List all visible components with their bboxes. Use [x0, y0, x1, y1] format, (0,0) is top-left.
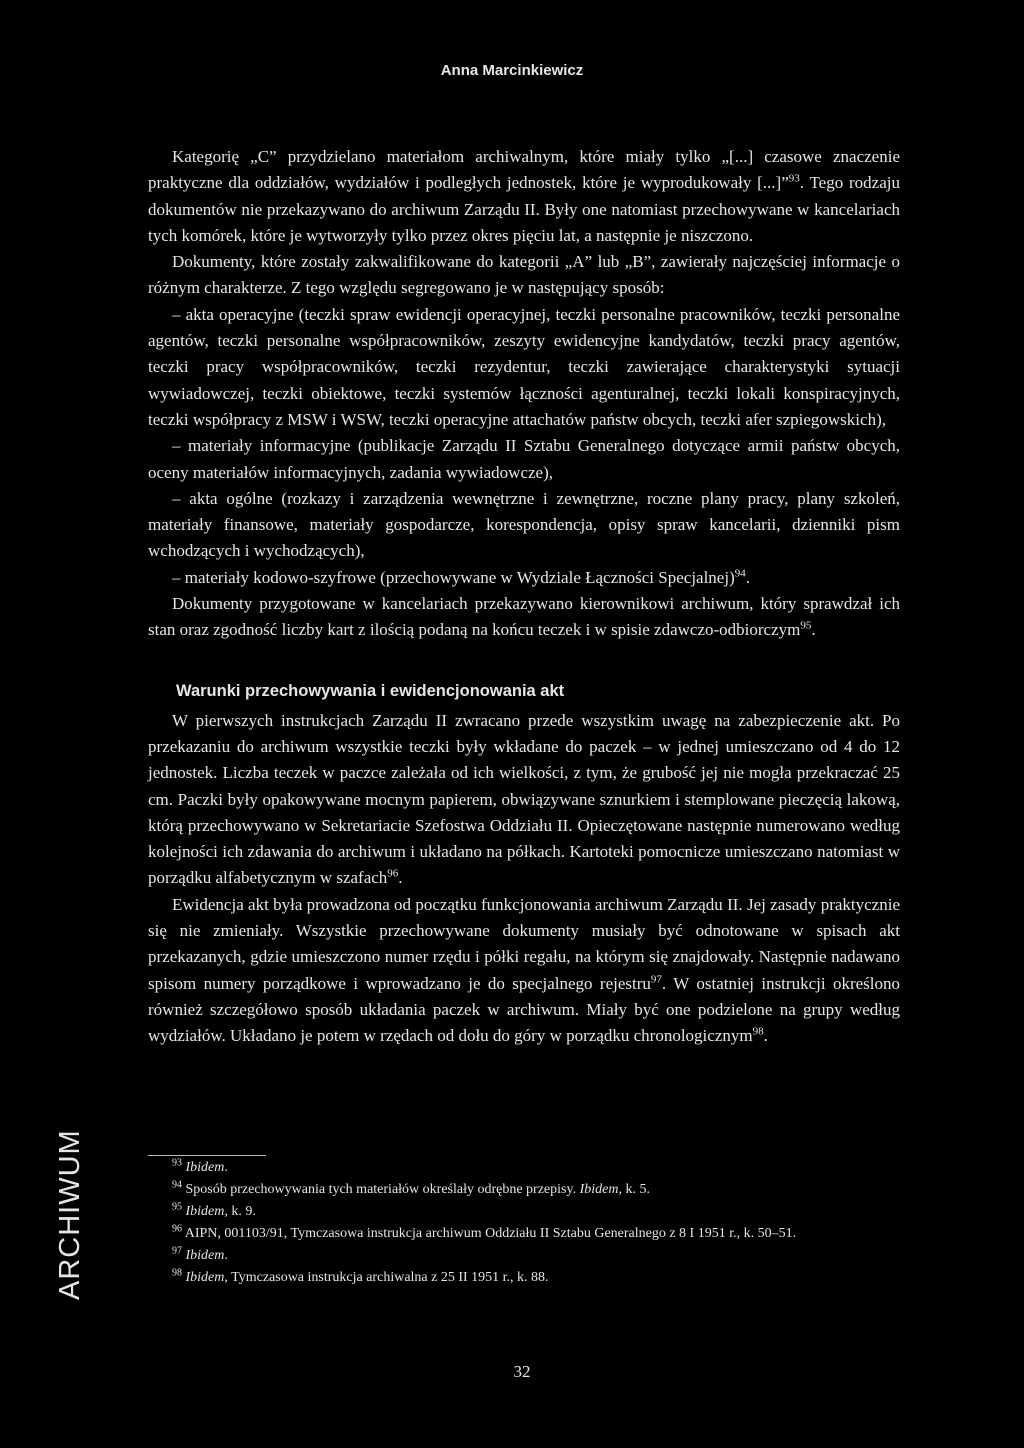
running-header: Anna Marcinkiewicz	[440, 62, 584, 79]
page-number: 32	[513, 1362, 531, 1381]
paragraph-4: W pierwszych instrukcjach Zarządu II zwracano przede wszystkim uwagę na zabezpieczenie akt. Po przekazaniu do archiwum wszystkie teczki były wkładane do paczek – w jednej umieszczano od 4 do 12 jednostek. Liczba teczek w paczce zależała od ich wielkości, z tym, że grubość jej nie mogła przekraczać 25 cm. Paczki były opakowywane mocnym papierem, obwiązywane sznurkiem i stemplowane pieczęcią lakową, którą przechowywano w Sekretariacie Szefostwa Oddziału II. Opieczętowane następnie numerowano według kolejności ich zdawania do archiwum i układano na półkach. Kartoteki pomocnicze umieszczano natomiast w porządku alfabetycznym w szafach$^{96}$.	[148, 710, 900, 888]
footnote-ref-96[interactable]: 96	[387, 867, 399, 880]
footnote-93: $^{93}$ Ibidem.	[172, 1157, 228, 1175]
main-text	[148, 144, 900, 1050]
footnote-94: $^{94}$ Sposób przechowywania tych materiałów określały odrębne przepisy. Ibidem, k. 5.	[172, 1179, 650, 1197]
journal-side-label: ARCHIWUM	[54, 1129, 86, 1300]
paragraph-5: Ewidencja akt była prowadzona od początku funkcjonowania archiwum Zarządu II. Jej zasady praktycznie się nie zmieniały. Wszystkie przechowywane dokumenty musiały być odnotowane w spisach akt przekazanych, gdzie umieszczono numer rzędu i półki regału, na którym się znajdowały. Następnie nadawano spisom numery porządkowe i wprowadzano je do specjalnego rejestru$^{97}$. W ostatniej instrukcji określono również szczegółowo sposób układania paczek w archiwum. Miały być one podzielone na grupy według wydziałów. Układano je potem w rzędach od dołu do góry w porządku chronologicznym$^{98}$.	[148, 894, 900, 1046]
paragraph-2: Dokumenty, które zostały zakwalifikowane do kategorii „A” lub „B”, zawierały najczęściej informacje o różnym charakterze. Z tego względu segregowano je w następujący sposób:	[148, 252, 900, 298]
paragraph-3: Dokumenty przygotowane w kancelariach przekazywano kierownikowi archiwum, który sprawdzał ich stan oraz zgodność liczby kart z ilością podaną na końcu teczek i w spisie zdawczo-odbiorczym$^{95}$.	[148, 594, 900, 640]
section-heading: Warunki przechowywania i ewidencjonowania akt	[176, 681, 565, 700]
footnote-96: $^{96}$ AIPN, 001103/91, Tymczasowa instrukcja archiwum Oddziału II Sztabu Generalnego z 8 I 1951 r., k. 50–51.	[172, 1223, 797, 1241]
footnote-ref-97[interactable]: 97	[650, 972, 662, 985]
paragraph-1: Kategorię „C” przydzielano materiałom archiwalnym, które miały tylko „[...] czasowe znaczenie praktyczne dla oddziałów, wydziałów i podległych jednostek, które je wyprodukowały [...]”$^{93}$. Tego rodzaju dokumentów nie przekazywano do archiwum Zarządu II. Były one natomiast przechowywane w kancelariach tych komórek, które je wytworzyły tylko przez okres pięciu lat, a następnie je niszczono.	[148, 147, 900, 245]
footnote-97: $^{97}$ Ibidem.	[172, 1245, 228, 1263]
footnote-98: $^{98}$ Ibidem, Tymczasowa instrukcja archiwalna z 25 II 1951 r., k. 88.	[172, 1267, 549, 1285]
list-item-akta-ogolne: – akta ogólne (rozkazy i zarządzenia wewnętrzne i zewnętrzne, roczne plany pracy, plany szkoleń, materiały finansowe, materiały gospodarcze, korespondencja, opisy spraw kancelarii, dzienniki pism wchodzących i wychodzących),	[148, 488, 900, 561]
footnote-ref-93[interactable]: 93	[788, 172, 800, 185]
footnote-95: $^{95}$ Ibidem, k. 9.	[172, 1201, 256, 1219]
footnote-ref-94[interactable]: 94	[734, 567, 746, 580]
list-item-akta-operacyjne: – akta operacyjne (teczki spraw ewidencji operacyjnej, teczki personalne pracowników, teczki personalne agentów, teczki personalne współpracowników, zeszyty ewidencyjne kandydatów, teczki pracy agentów, teczki pracy współpracowników, teczki rezydentur, teczki zawierające charakterystyki sytuacji wywiadowczej, teczki obiektowe, teczki systemów łączności agenturalnej, teczki lokali konspiracyjnych, teczki współpracy z MSW i WSW, teczki operacyjne attachatów państw obcych, teczki afer szpiegowskich),	[148, 304, 900, 429]
footnotes	[148, 1157, 900, 1289]
footnote-ref-95[interactable]: 95	[800, 619, 812, 632]
list-item-materialy-kodowo-szyfrowe: – materiały kodowo-szyfrowe (przechowywane w Wydziale Łączności Specjalnej)$^{94}$.	[172, 567, 750, 587]
footnote-ref-98[interactable]: 98	[752, 1025, 764, 1038]
list-item-materialy-informacyjne: – materiały informacyjne (publikacje Zarządu II Sztabu Generalnego dotyczące armii państw obcych, oceny materiałów informacyjnych, zadania wywiadowcze),	[148, 436, 900, 482]
footnote-divider	[148, 1155, 266, 1156]
